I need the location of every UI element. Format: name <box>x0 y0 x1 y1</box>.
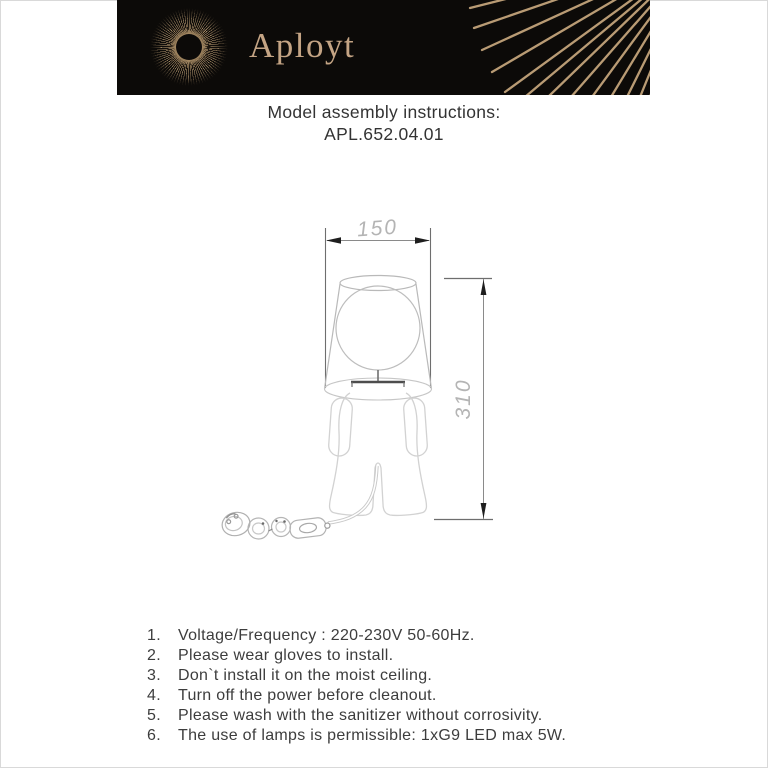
brand-name: Aployt <box>249 26 356 65</box>
model-number: APL.652.04.01 <box>324 124 444 144</box>
lamp-shade <box>325 276 432 401</box>
dimension-width <box>326 216 431 388</box>
item-text: Turn off the power before cleanout. <box>178 686 437 704</box>
height-dimension-label: 310 <box>452 378 475 420</box>
item-number: 2. <box>147 646 161 664</box>
cord-and-plug-set <box>220 466 377 539</box>
dimension-height <box>434 279 493 520</box>
item-text: Voltage/Frequency : 220-230V 50-60Hz. <box>178 627 475 644</box>
list-item <box>147 666 566 686</box>
power-plug <box>220 509 253 538</box>
item-number: 3. <box>147 666 161 684</box>
list-item <box>147 706 566 726</box>
inline-switch <box>289 516 331 539</box>
width-dimension-label: 150 <box>356 215 399 242</box>
list-item <box>147 686 566 706</box>
item-text: Don`t install it on the moist ceiling. <box>178 666 433 684</box>
item-number: 5. <box>147 706 161 724</box>
instructions-list <box>147 626 566 745</box>
item-text: The use of lamps is permissible: 1xG9 LED max 5W. <box>178 726 567 744</box>
item-number: 4. <box>147 686 161 704</box>
item-text: Please wash with the sanitizer without corrosivity. <box>178 706 543 724</box>
page-title: Model assembly instructions: <box>267 102 501 122</box>
item-text: Please wear gloves to install. <box>178 646 394 664</box>
item-number: 6. <box>147 726 161 744</box>
plug-adapters <box>248 518 291 540</box>
item-number: 1. <box>147 627 161 644</box>
lamp-body-figure <box>328 393 428 515</box>
list-item <box>147 646 566 666</box>
list-item <box>147 626 566 646</box>
list-item <box>147 726 566 746</box>
